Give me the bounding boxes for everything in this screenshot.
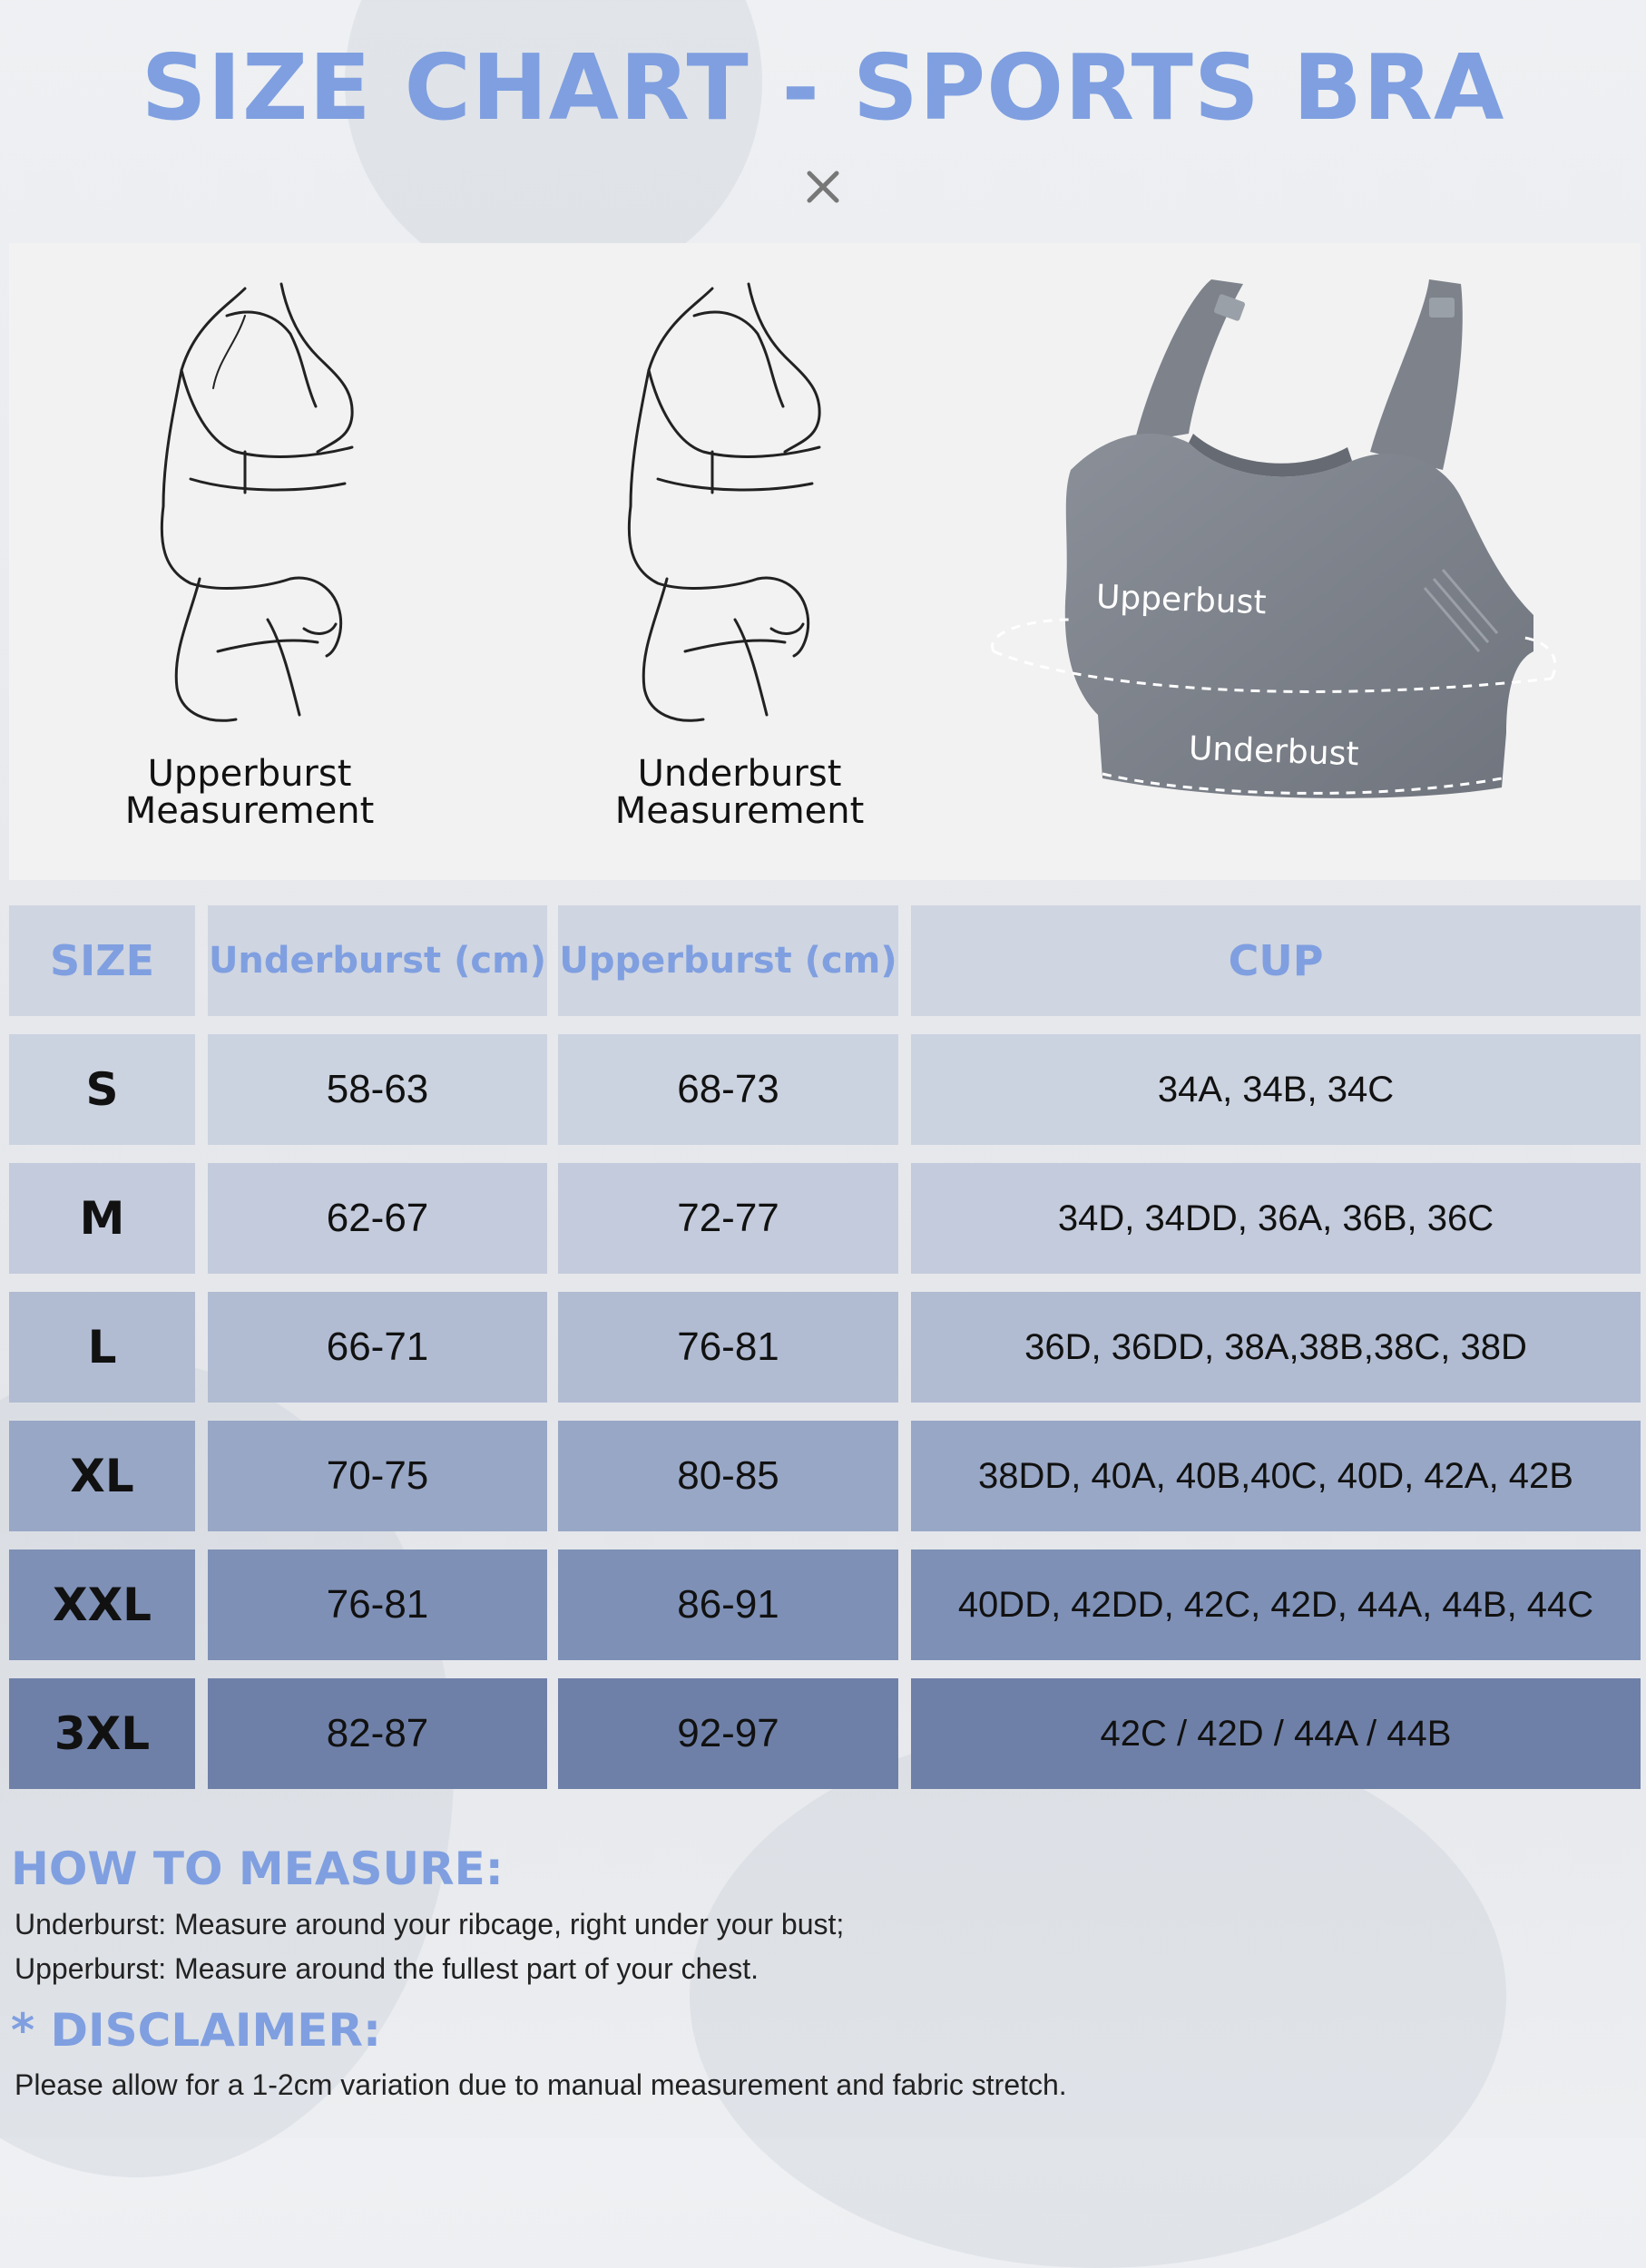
size-cell: 3XL [9, 1678, 195, 1789]
measure-instruction: Upperburst: Measure around the fullest part of your chest. [15, 1952, 759, 1985]
background-shape [690, 1724, 1506, 2268]
table-header-cell: CUP [911, 905, 1641, 1016]
underbust-cell: 82-87 [208, 1678, 547, 1789]
underbust-cell: 76-81 [208, 1549, 547, 1660]
underbust-label: Underbust [1188, 729, 1360, 774]
close-icon[interactable] [802, 166, 844, 208]
how-to-measure-heading: HOW TO MEASURE: [11, 1843, 504, 1895]
caption-line: Underburst [637, 753, 842, 795]
cup-cell: 40DD, 42DD, 42C, 42D, 44A, 44B, 44C [911, 1549, 1641, 1660]
underbust-sketch-image [576, 270, 885, 724]
upperbust-cell: 92-97 [558, 1678, 898, 1789]
underbust-cell: 66-71 [208, 1292, 547, 1403]
upperbust-cell: 72-77 [558, 1163, 898, 1274]
underbust-cell: 58-63 [208, 1034, 547, 1145]
size-cell: S [9, 1034, 195, 1145]
table-header-cell: SIZE [9, 905, 195, 1016]
caption-line: Upperburst [147, 753, 352, 795]
size-cell: XXL [9, 1549, 195, 1660]
upperbust-cell: 76-81 [558, 1292, 898, 1403]
upperbust-cell: 86-91 [558, 1549, 898, 1660]
upperbust-caption [100, 753, 399, 832]
upperbust-cell: 68-73 [558, 1034, 898, 1145]
size-cell: L [9, 1292, 195, 1403]
measurement-illustrations [9, 243, 1641, 880]
size-cell: M [9, 1163, 195, 1274]
table-header-cell: Underburst (cm) [208, 905, 547, 1016]
size-cell: XL [9, 1421, 195, 1531]
cup-cell: 36D, 36DD, 38A,38B,38C, 38D [911, 1292, 1641, 1403]
caption-line: Measurement [124, 790, 375, 832]
cup-cell: 38DD, 40A, 40B,40C, 40D, 42A, 42B [911, 1421, 1641, 1531]
upperbust-label: Upperbust [1095, 578, 1268, 622]
disclaimer-text: Please allow for a 1-2cm variation due to manual measurement and fabric stretch. [15, 2068, 1067, 2101]
page-title: SIZE CHART - SPORTS BRA [141, 34, 1505, 141]
cup-cell: 42C / 42D / 44A / 44B [911, 1678, 1641, 1789]
underbust-cell: 70-75 [208, 1421, 547, 1531]
underbust-cell: 62-67 [208, 1163, 547, 1274]
upperbust-sketch-image [109, 270, 417, 724]
table-header-cell: Upperburst (cm) [558, 905, 898, 1016]
cup-cell: 34A, 34B, 34C [911, 1034, 1641, 1145]
disclaimer-heading: * DISCLAIMER: [11, 2004, 381, 2057]
underbust-caption [590, 753, 889, 832]
caption-line: Measurement [614, 790, 865, 832]
measure-instruction: Underburst: Measure around your ribcage, right under your bust; [15, 1908, 845, 1941]
upperbust-cell: 80-85 [558, 1421, 898, 1531]
cup-cell: 34D, 34DD, 36A, 36B, 36C [911, 1163, 1641, 1274]
